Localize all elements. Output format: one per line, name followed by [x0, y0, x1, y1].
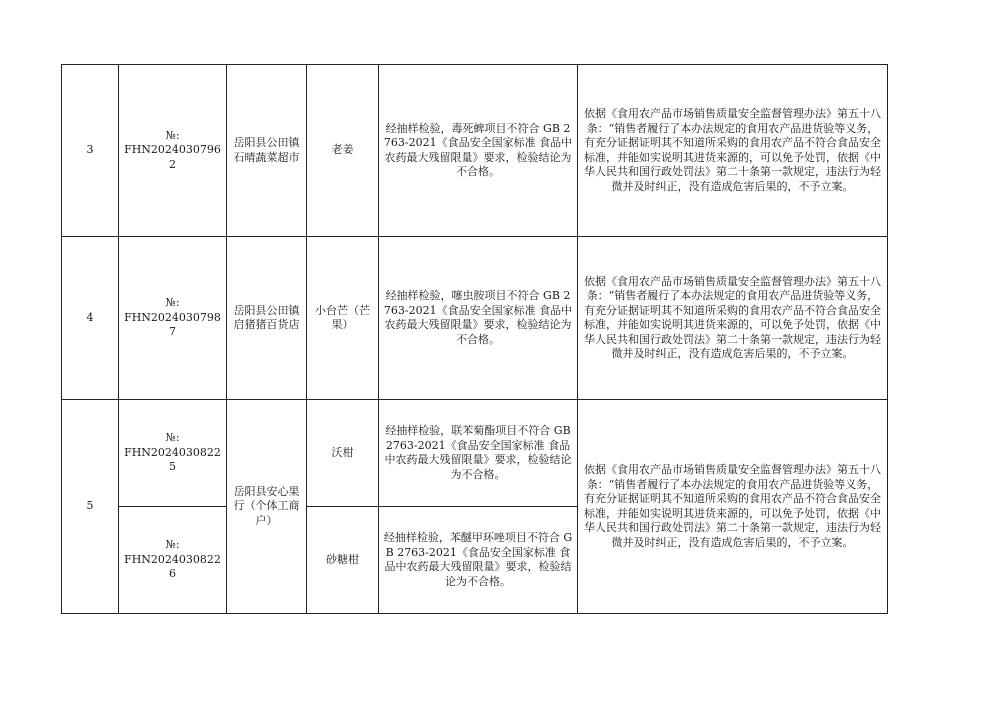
sample-number-code: FHN20240308226	[124, 552, 221, 581]
product-name: 沃柑	[307, 400, 379, 507]
sample-number-label: №:	[165, 128, 180, 142]
row-index: 4	[62, 237, 119, 400]
legal-basis: 依据《食用农产品市场销售质量安全监督管理办法》第五十八条：“销售者履行了本办法规定的食用农产品进货验等义务，有充分证据证明其不知道所采购的食用农产品不符合食品安全标准，并能如实说明其进货来源的，可以免予处罚，依据《中华人民共和国行政处罚法》第二十条第一款规定，违法行为轻微并及时纠正，没有造成危害后果的，不予立案。	[578, 65, 888, 237]
sample-number-code: FHN20240307962	[124, 143, 221, 171]
store-name: 岳阳县安心果行（个体工商户）	[227, 400, 307, 614]
row-index: 3	[62, 65, 119, 237]
store-name: 岳阳县公田镇石晴蔬菜超市	[227, 65, 307, 237]
legal-basis: 依据《食用农产品市场销售质量安全监督管理办法》第五十八条：“销售者履行了本办法规定的食用农产品进货验等义务，有充分证据证明其不知道所采购的食用农产品不符合食品安全标准，并能如实说明其进货来源的，可以免予处罚，依据《中华人民共和国行政处罚法》第二十条第一款规定，违法行为轻微并及时纠正，没有造成危害后果的，不予立案。	[578, 237, 888, 400]
sample-number	[119, 400, 227, 507]
sample-number	[119, 237, 227, 400]
table-row	[62, 237, 888, 400]
product-name: 小台芒（芒果）	[307, 237, 379, 400]
sample-number-code: FHN20240308225	[124, 445, 221, 474]
store-name: 岳阳县公田镇启猪猪百货店	[227, 237, 307, 400]
product-name: 老姜	[307, 65, 379, 237]
row-index: 5	[62, 400, 119, 614]
test-result: 经抽样检验，噻虫胺项目不符合 GB 2763-2021《食品安全国家标准 食品中农药最大残留限量》要求，检验结论为不合格。	[379, 237, 578, 400]
product-name: 砂糖柑	[307, 507, 379, 614]
table-row	[62, 65, 888, 237]
table-row	[62, 400, 888, 507]
penalty-table	[61, 64, 888, 614]
test-result: 经抽样检验，苯醚甲环唑项目不符合 GB 2763-2021《食品安全国家标准 食品中农药最大残留限量》要求，检验结论为不合格。	[379, 507, 578, 614]
sample-number-label: №:	[165, 431, 180, 445]
sample-number	[119, 65, 227, 237]
legal-basis: 依据《食用农产品市场销售质量安全监督管理办法》第五十八条：“销售者履行了本办法规定的食用农产品进货验等义务，有充分证据证明其不知道所采购的食用农产品不符合食品安全标准，并能如实说明其进货来源的，可以免予处罚，依据《中华人民共和国行政处罚法》第二十条第一款规定，违法行为轻微并及时纠正，没有造成危害后果的，不予立案。	[578, 400, 888, 614]
sample-number-label: №:	[165, 538, 180, 552]
test-result: 经抽样检验，联苯菊酯项目不符合 GB 2763-2021《食品安全国家标准 食品中农药最大残留限量》要求，检验结论为不合格。	[379, 400, 578, 507]
sample-number	[119, 507, 227, 614]
test-result: 经抽样检验，毒死蜱项目不符合 GB 2763-2021《食品安全国家标准 食品中农药最大残留限量》要求，检验结论为不合格。	[379, 65, 578, 237]
sample-number-label: №:	[165, 296, 180, 310]
sample-number-code: FHN20240307987	[124, 310, 221, 339]
